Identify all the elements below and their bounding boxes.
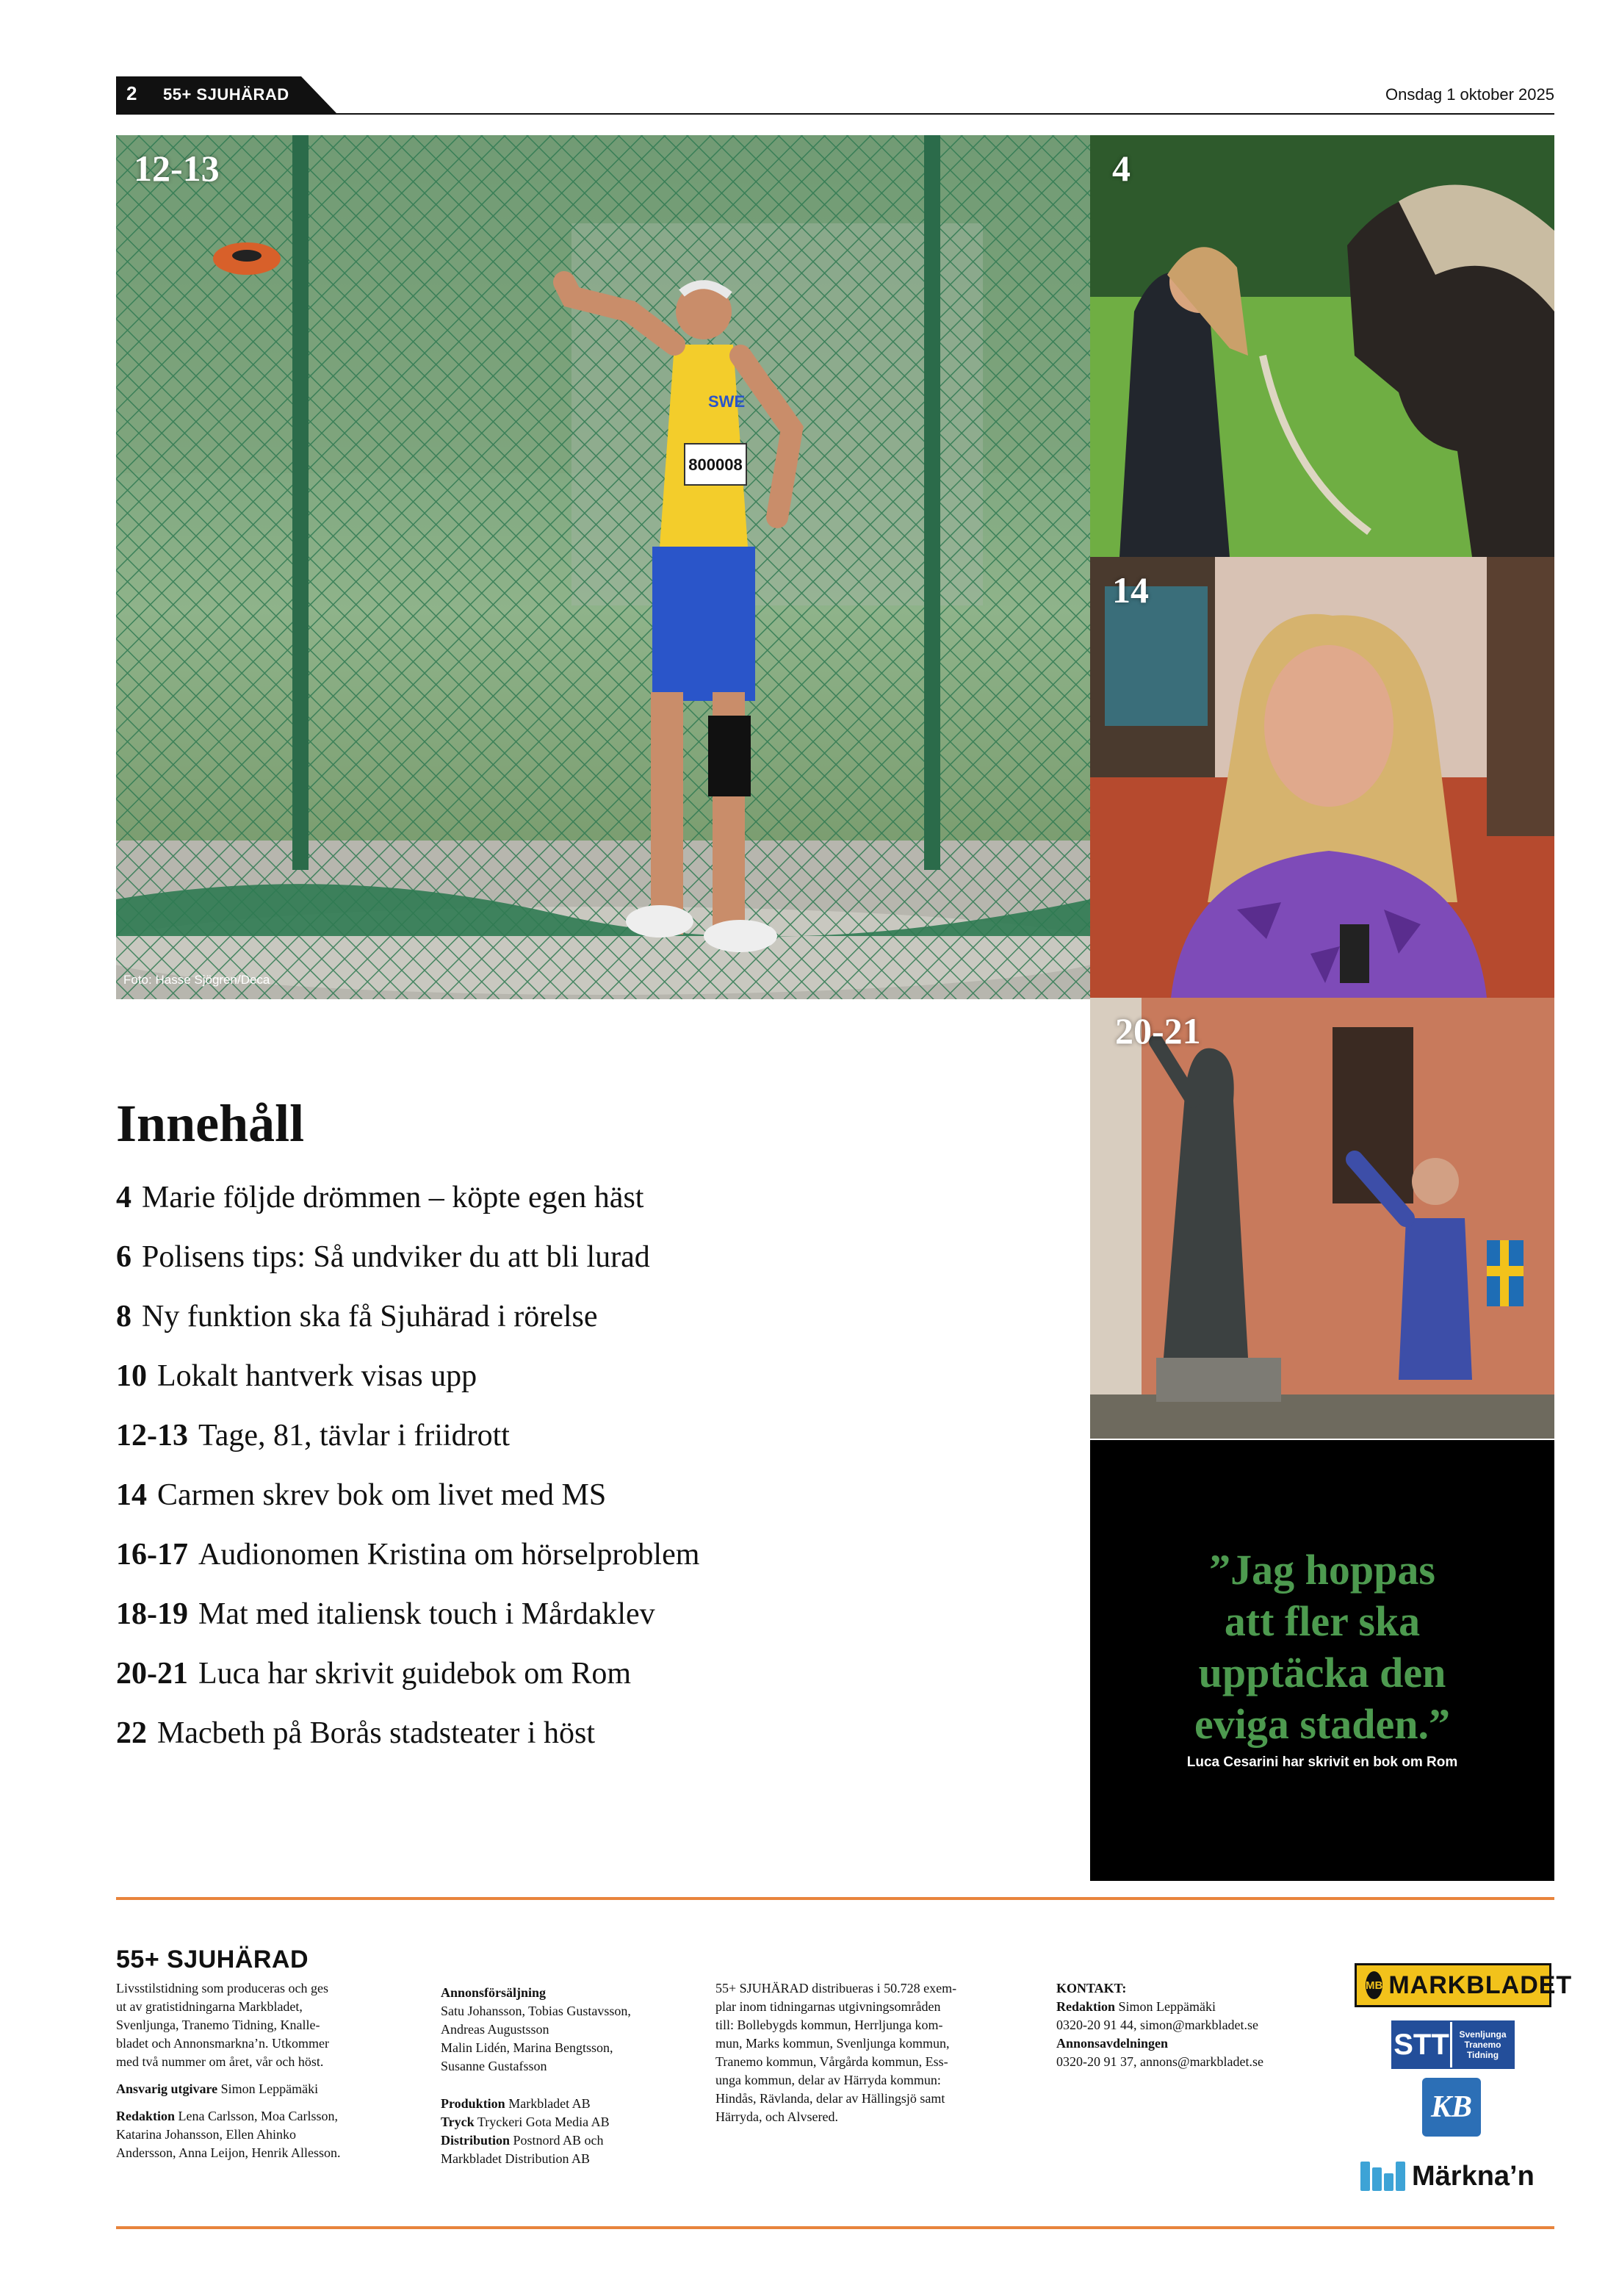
issue-date: Onsdag 1 oktober 2025 — [1385, 85, 1554, 104]
editorial-names: Lena Carlsson, Moa Carlsson, — [178, 2109, 338, 2123]
quote-caption: Luca Cesarini har skrivit en bok om Rom — [1186, 1755, 1458, 1770]
footer-bottom-rule — [116, 2226, 1554, 2229]
portrait-photo-image — [1090, 557, 1554, 998]
contents-item-title: Polisens tips: Så undviker du att bli lurad — [142, 1240, 650, 1274]
contents-item-title: Carmen skrev bok om livet med MS — [157, 1478, 607, 1512]
contact-editorial-label: Redaktion — [1056, 1999, 1116, 2014]
contents-item[interactable] — [116, 1299, 1071, 1358]
contents-item-number: 12-13 — [116, 1419, 188, 1453]
discus-photo-image — [116, 135, 1090, 999]
ad-sales-names: Susanne Gustafsson — [441, 2059, 547, 2073]
contents-item[interactable] — [116, 1656, 1071, 1716]
contents-item-title: Luca har skrivit guidebok om Rom — [198, 1657, 632, 1691]
footer-top-rule — [116, 1897, 1554, 1900]
page-ref-14: 14 — [1112, 569, 1149, 611]
contact-editorial-details[interactable]: 0320-20 91 44, simon@markbladet.se — [1056, 2018, 1259, 2032]
production-line — [441, 2095, 720, 2113]
contents-item[interactable] — [116, 1239, 1071, 1299]
ad-sales-names: Andreas Augustsson — [441, 2022, 549, 2037]
contact-ads-details[interactable]: 0320-20 91 37, annons@markbladet.se — [1056, 2054, 1264, 2069]
contents-item-title: Tage, 81, tävlar i friidrott — [198, 1419, 510, 1453]
publication-name: 55+ SJUHÄRAD — [163, 85, 289, 104]
about-line: med två nummer om året, vår och höst. — [116, 2054, 324, 2069]
contact-editorial-line — [1056, 1998, 1335, 2016]
stt-logo-text: Svenljunga Tranemo Tidning — [1450, 2022, 1513, 2068]
discus-photo[interactable] — [116, 135, 1090, 999]
knallebladet-logo[interactable]: KB — [1422, 2078, 1481, 2137]
contents-item-title: Ny funktion ska få Sjuhärad i rörelse — [142, 1300, 598, 1334]
stt-logo-mark: STT — [1393, 2022, 1450, 2068]
markbladet-logo[interactable] — [1355, 1963, 1573, 2007]
publisher-label: Ansvarig utgivare — [116, 2081, 218, 2096]
footer-about-column — [116, 1979, 410, 2162]
contents-item[interactable] — [116, 1180, 1071, 1239]
page-number: 2 — [126, 82, 137, 104]
contents-item-title: Marie följde drömmen – köpte egen häst — [142, 1181, 644, 1214]
editorial-label: Redaktion — [116, 2109, 176, 2123]
contents-item-title: Audionomen Kristina om hörselproblem — [198, 1538, 700, 1572]
contents-item[interactable] — [116, 1716, 1071, 1775]
contents-item-number: 22 — [116, 1716, 147, 1750]
print-line — [441, 2113, 720, 2131]
contents-item-number: 6 — [116, 1240, 131, 1274]
contents-item-number: 8 — [116, 1300, 131, 1334]
contents-item-number: 4 — [116, 1181, 131, 1214]
contents-title: Innehåll — [116, 1094, 305, 1153]
publisher-line — [116, 2080, 410, 2098]
contents-item-number: 10 — [116, 1359, 147, 1393]
about-line: bladet och Annonsmarkna’n. Utkommer — [116, 2036, 329, 2051]
annonsmarknan-logo[interactable] — [1360, 2154, 1543, 2198]
about-line: Svenljunga, Tranemo Tidning, Knalle- — [116, 2018, 320, 2032]
pull-quote-line: eviga staden.” — [1194, 1700, 1450, 1748]
header-rule — [116, 113, 1554, 115]
contents-item-number: 20-21 — [116, 1657, 188, 1691]
annonsmarknan-logo-text: Märkna’n — [1412, 2160, 1535, 2192]
page-ref-20-21: 20-21 — [1115, 1010, 1201, 1051]
production-label: Produktion — [441, 2096, 505, 2111]
shirt-text: SWE — [708, 392, 746, 411]
editorial-names: Katarina Johansson, Ellen Ahinko — [116, 2127, 296, 2142]
quote-box — [1090, 1440, 1554, 1881]
circulation-line: 55+ SJUHÄRAD distribueras i 50.728 exem- — [715, 1981, 957, 1995]
pull-quote-line: upptäcka den — [1198, 1649, 1446, 1696]
page-ref-12-13: 12-13 — [134, 148, 220, 189]
pull-quote — [1090, 1544, 1554, 1750]
statue-photo[interactable] — [1090, 998, 1554, 1439]
pull-quote-line: ”Jag hoppas — [1209, 1546, 1435, 1594]
ad-sales-label: Annonsförsäljning — [441, 1985, 547, 2000]
contents-item[interactable] — [116, 1418, 1071, 1478]
production-value: Markbladet AB — [508, 2096, 591, 2111]
statue-photo-image — [1090, 998, 1554, 1439]
ad-sales-names: Satu Johansson, Tobias Gustavsson, — [441, 2004, 631, 2018]
footer-brand: 55+ SJUHÄRAD — [116, 1946, 309, 1973]
horse-photo-image — [1090, 135, 1554, 557]
contents-item[interactable] — [116, 1478, 1071, 1537]
contents-item-number: 18-19 — [116, 1597, 188, 1631]
contents-list — [116, 1180, 1071, 1775]
ad-sales-names: Malin Lidén, Marina Bengtsson, — [441, 2040, 613, 2055]
contact-editorial-name: Simon Leppämäki — [1118, 1999, 1216, 2014]
contents-item-number: 16-17 — [116, 1538, 188, 1572]
circulation-line: Tranemo kommun, Vårgårda kommun, Ess- — [715, 2054, 948, 2069]
publisher-name: Simon Leppämäki — [220, 2081, 319, 2096]
circulation-line: Härryda, och Alvsered. — [715, 2109, 838, 2124]
circulation-line: mun, Marks kommun, Svenljunga kommun, — [715, 2036, 950, 2051]
contents-item[interactable] — [116, 1537, 1071, 1597]
contents-item-title: Lokalt hantverk visas upp — [157, 1359, 477, 1393]
photo-credit: Foto: Hasse Sjögren/Deca — [123, 973, 270, 987]
contents-item-number: 14 — [116, 1478, 147, 1512]
circulation-line: till: Bollebygds kommun, Herrljunga kom- — [715, 2018, 943, 2032]
contact-ads-label: Annonsavdelningen — [1056, 2036, 1169, 2051]
about-line: Livsstilstidning som produceras och ges — [116, 1981, 328, 1995]
portrait-photo[interactable] — [1090, 557, 1554, 998]
distribution-value: Markbladet Distribution AB — [441, 2151, 590, 2166]
page-ref-4: 4 — [1112, 148, 1131, 189]
print-label: Tryck — [441, 2115, 475, 2129]
circulation-line: plar inom tidningarnas utgivningsområden — [715, 1999, 941, 2014]
footer-contact-column — [1056, 1979, 1335, 2071]
print-value: Tryckeri Gota Media AB — [477, 2115, 610, 2129]
bib-number: 800008 — [688, 456, 743, 474]
editorial-line — [116, 2107, 410, 2126]
stt-logo[interactable] — [1391, 2020, 1515, 2069]
contents-item-title: Mat med italiensk touch i Mårdaklev — [198, 1597, 655, 1631]
markbladet-logo-text: MARKBLADET — [1388, 1971, 1573, 1999]
distribution-label: Distribution — [441, 2133, 511, 2148]
contents-item[interactable] — [116, 1597, 1071, 1656]
horse-photo[interactable] — [1090, 135, 1554, 557]
editorial-names: Andersson, Anna Leijon, Henrik Allesson. — [116, 2145, 341, 2160]
distribution-line — [441, 2131, 720, 2150]
footer-circulation-column — [715, 1979, 1024, 2126]
footer-sales-column — [441, 1984, 720, 2168]
about-line: ut av gratistidningarna Markbladet, — [116, 1999, 303, 2014]
contact-label: KONTAKT: — [1056, 1981, 1127, 1995]
markbladet-logo-mark: MB — [1366, 1971, 1382, 1999]
circulation-line: unga kommun, delar av Härryda kommun: — [715, 2073, 941, 2087]
contents-item[interactable] — [116, 1358, 1071, 1418]
pull-quote-line: att fler ska — [1224, 1597, 1421, 1645]
circulation-line: Hindås, Rävlanda, delar av Hällingsjö samt — [715, 2091, 945, 2106]
contents-item-title: Macbeth på Borås stadsteater i höst — [157, 1716, 595, 1750]
distribution-value: Postnord AB och — [513, 2133, 604, 2148]
annonsmarknan-logo-mark — [1360, 2162, 1407, 2191]
